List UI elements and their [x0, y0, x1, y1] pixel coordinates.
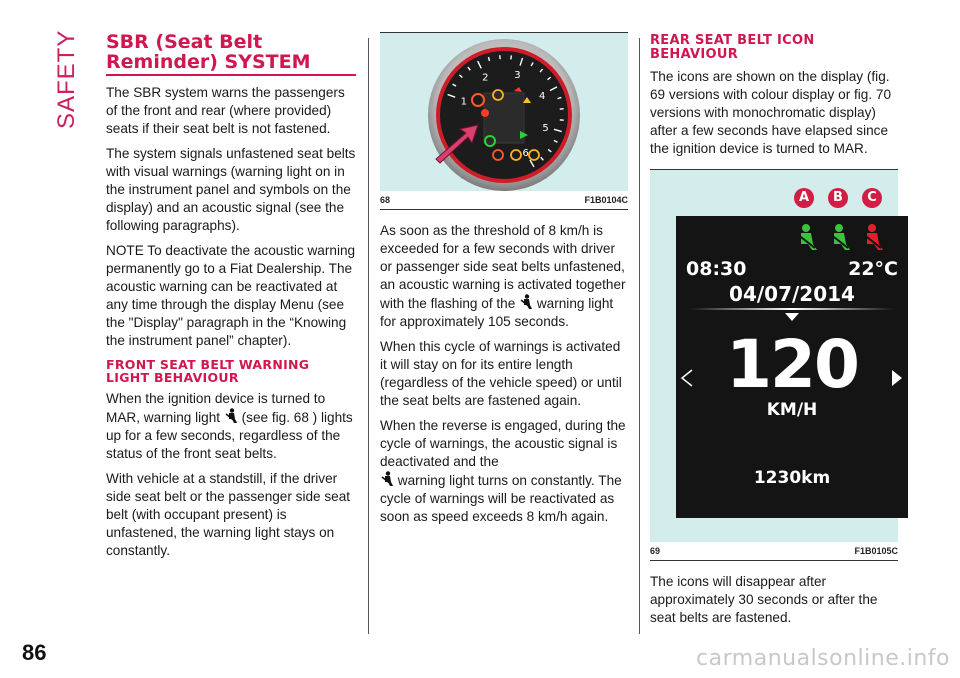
clock-time: 08:30 [686, 258, 747, 280]
paragraph-text: warning light turns on constantly. The cycle of warnings will be reactivated as soon as speed exceeds 8 km/h again. [380, 473, 622, 524]
display-date: 04/07/2014 [729, 282, 855, 306]
paragraph [106, 390, 356, 463]
seat-belt-icon [224, 408, 238, 424]
gauge-tick [488, 57, 489, 61]
section-tab: SAFETY [53, 29, 80, 129]
seat-belt-icon [519, 294, 533, 310]
figure-caption [650, 542, 898, 561]
column-3 [650, 32, 898, 634]
paragraph-text: (see fig. 68 ) lights up for a few seconds, regardless of the status of the front seat belts. [106, 410, 353, 461]
gauge-tick-label: 3 [514, 70, 521, 82]
paragraph: With vehicle at a standstill, if the driver side seat belt or the passenger side seat belt (with occupant present) is unfastened, the warning light stays on constantly. [106, 471, 351, 558]
paragraph: The icons are shown on the display (fig. 69 versions with colour display or fig. 70 versions with monochromatic display) after a few seconds have elapsed since the ignition device is turned to MAR. [650, 69, 892, 156]
odometer: 1230km [753, 468, 831, 488]
figure-number: 69 [650, 546, 661, 556]
speed-unit: KM/H [766, 400, 818, 420]
column-1 [106, 32, 356, 567]
figure-caption [380, 191, 628, 210]
figure-number: 68 [380, 195, 391, 205]
label-c-badge: C [862, 188, 882, 208]
outside-temperature: 22°C [848, 258, 898, 280]
page-number: 86 [22, 640, 47, 665]
paragraph: The system signals unfastened seat belts with visual warnings (warning light on in the instrument panel and symbols on the display) and an acoustic signal (see the following paragraphs). [106, 146, 356, 233]
seat-belt-green-icon [797, 224, 817, 250]
dashboard-display [676, 216, 908, 518]
paragraph: NOTE To deactivate the acoustic warning permanently go to a Fiat Dealership. The acoustic warning can be reactivated at any time through the display Menu (see the "Display" paragraph in the “Knowing the instrument panel” chapter). [106, 243, 356, 348]
label-a-badge: A [794, 188, 814, 208]
gauge-tick-label: 1 [460, 96, 467, 108]
paragraph-text: warning light for approximately 105 seconds. [380, 296, 614, 329]
paragraph [380, 222, 628, 331]
label-b-badge: B [828, 188, 848, 208]
paragraph [380, 417, 628, 526]
section-heading: FRONT SEAT BELT WARNING LIGHT BEHAVIOUR [106, 357, 310, 385]
column-2 [380, 32, 628, 533]
seat-belt-icon [380, 471, 394, 487]
page-title [106, 32, 356, 76]
rear-belt-icons [676, 220, 908, 260]
gauge-tick-label: 5 [542, 122, 549, 134]
paragraph: The SBR system warns the passengers of the front and rear (where provided) seats if their seat belt is not fastened. [106, 85, 345, 136]
paragraph: The icons will disappear after approximately 30 seconds or after the seat belts are fastened. [650, 574, 878, 625]
paragraph: When this cycle of warnings is activated it will stay on for its entire length (regardless of the vehicle speed) or until the seat belts are fastened again. [380, 339, 622, 408]
figure-code: F1B0104C [584, 195, 628, 205]
column-divider [639, 38, 640, 634]
title-line-2: Reminder) SYSTEM [106, 51, 311, 73]
instrument-gauge-illustration [380, 33, 628, 191]
title-line-1: SBR (Seat Belt [106, 31, 263, 53]
seat-belt-green-icon [830, 224, 850, 250]
speed-readout: 120 [726, 326, 858, 403]
gauge-tick-label: 6 [522, 148, 529, 160]
figure-69 [650, 169, 898, 542]
paragraph-text: As soon as the threshold of 8 km/h is exceeded for a few seconds with driver or passenger side seat belts unfastened, an acoustic warning is activated together with the flashing of the [380, 223, 626, 311]
paragraph-text: When the ignition device is turned to MAR, warning light [106, 391, 326, 425]
column-divider [368, 38, 369, 634]
triangle-down-icon [785, 313, 799, 321]
section-heading: REAR SEAT BELT ICON BEHAVIOUR [650, 33, 815, 62]
paragraph-text: When the reverse is engaged, during the cycle of warnings, the acoustic signal is deactivated and the [380, 418, 626, 469]
watermark: carmanualsonline.info [696, 646, 950, 671]
seat-belt-warning-icon [481, 109, 489, 117]
gauge-tick-label: 4 [538, 90, 546, 102]
gauge-tick-label: 2 [482, 72, 489, 84]
seat-belt-red-icon [863, 224, 883, 250]
figure-code: F1B0105C [854, 546, 898, 556]
figure-68 [380, 32, 628, 191]
